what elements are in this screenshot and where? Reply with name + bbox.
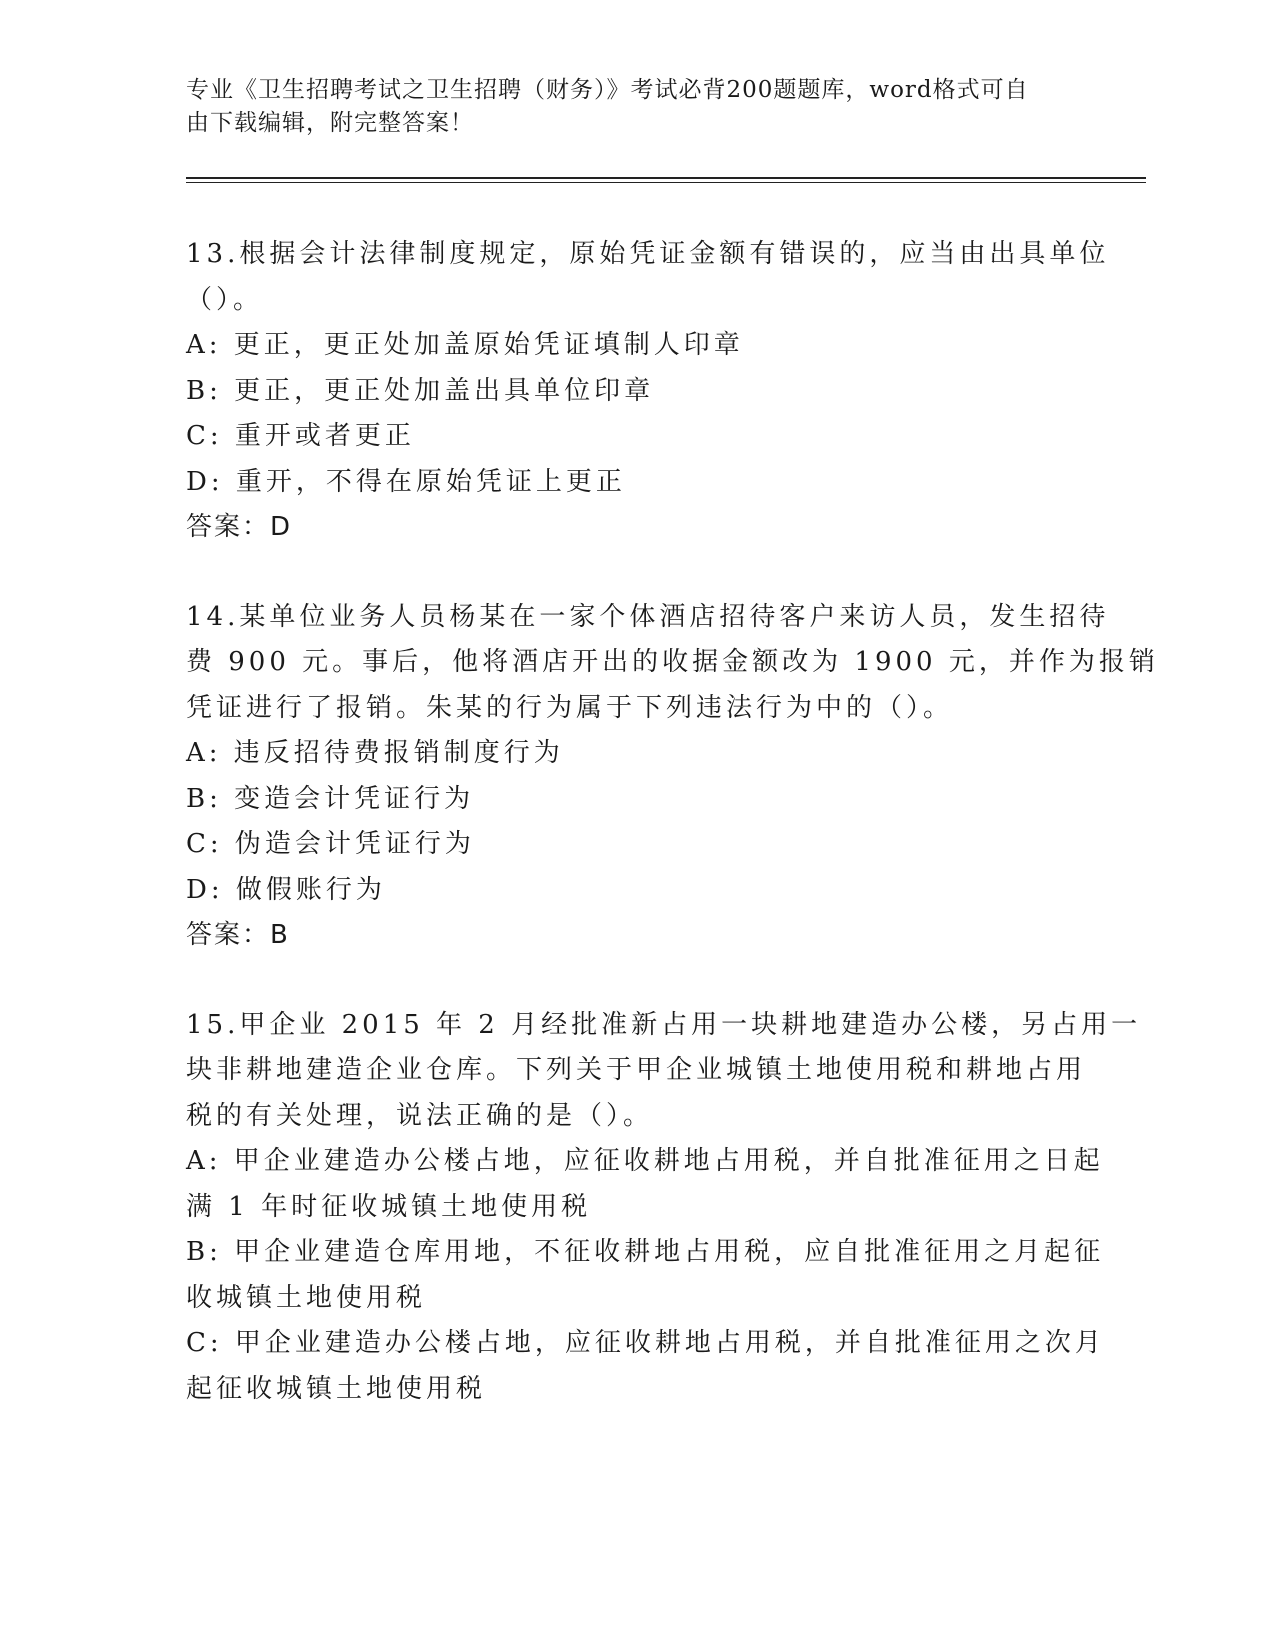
- option-c-continued: 起征收城镇土地使用税: [186, 1373, 487, 1404]
- option-b-continued: 收城镇土地使用税: [186, 1282, 427, 1313]
- option-c: C: 伪造会计凭证行为: [186, 829, 475, 859]
- option-a-continued: 满 1 年时征收城镇土地使用税: [186, 1191, 592, 1222]
- option-a: A: 甲企业建造办公楼占地，应征收耕地占用税，并自批准征用之日起: [186, 1146, 1104, 1176]
- question-stem-line: 13.根据会计法律制度规定，原始凭证金额有错误的，应当由出具单位: [186, 239, 1110, 269]
- answer-label: 答案：B: [186, 920, 290, 950]
- question-stem-line: 费 900 元。事后，他将酒店开出的收据金额改为 1900 元，并作为报销: [186, 647, 1159, 677]
- document-header: [186, 74, 1066, 140]
- question-stem-line: 税的有关处理，说法正确的是（）。: [186, 1100, 654, 1131]
- option-b: B: 变造会计凭证行为: [186, 783, 475, 814]
- header-divider-thin: [186, 182, 1146, 183]
- option-d: D: 做假账行为: [186, 874, 386, 905]
- header-line-1: 专业《卫生招聘考试之卫生招聘（财务）》考试必背200题题库，word格式可自: [186, 77, 1029, 103]
- option-d: D: 重开，不得在原始凭证上更正: [186, 466, 626, 497]
- question-stem-line: 块非耕地建造企业仓库。下列关于甲企业城镇土地使用税和耕地占用: [186, 1055, 1087, 1085]
- question-stem-line: （）。: [186, 284, 264, 315]
- header-divider-thick: [186, 177, 1146, 179]
- question-13: [186, 232, 1110, 551]
- option-a: A: 违反招待费报销制度行为: [186, 738, 564, 768]
- option-b: B: 甲企业建造仓库用地，不征收耕地占用税，应自批准征用之月起征: [186, 1237, 1105, 1267]
- option-c: C: 重开或者更正: [186, 421, 415, 451]
- question-15: [186, 1003, 1142, 1413]
- option-a: A: 更正，更正处加盖原始凭证填制人印章: [186, 330, 744, 360]
- question-list: [186, 232, 1159, 1456]
- option-b: B: 更正，更正处加盖出具单位印章: [186, 375, 655, 406]
- option-c: C: 甲企业建造办公楼占地，应征收耕地占用税，并自批准征用之次月: [186, 1328, 1105, 1358]
- question-stem-line: 凭证进行了报销。朱某的行为属于下列违法行为中的（）。: [186, 692, 954, 723]
- answer-label: 答案：D: [186, 512, 293, 542]
- question-stem-line: 15.甲企业 2015 年 2 月经批准新占用一块耕地建造办公楼，另占用一: [186, 1009, 1142, 1040]
- header-line-2: 由下载编辑，附完整答案！: [186, 110, 474, 136]
- question-14: [186, 595, 1159, 959]
- question-stem-line: 14.某单位业务人员杨某在一家个体酒店招待客户来访人员，发生招待: [186, 601, 1110, 632]
